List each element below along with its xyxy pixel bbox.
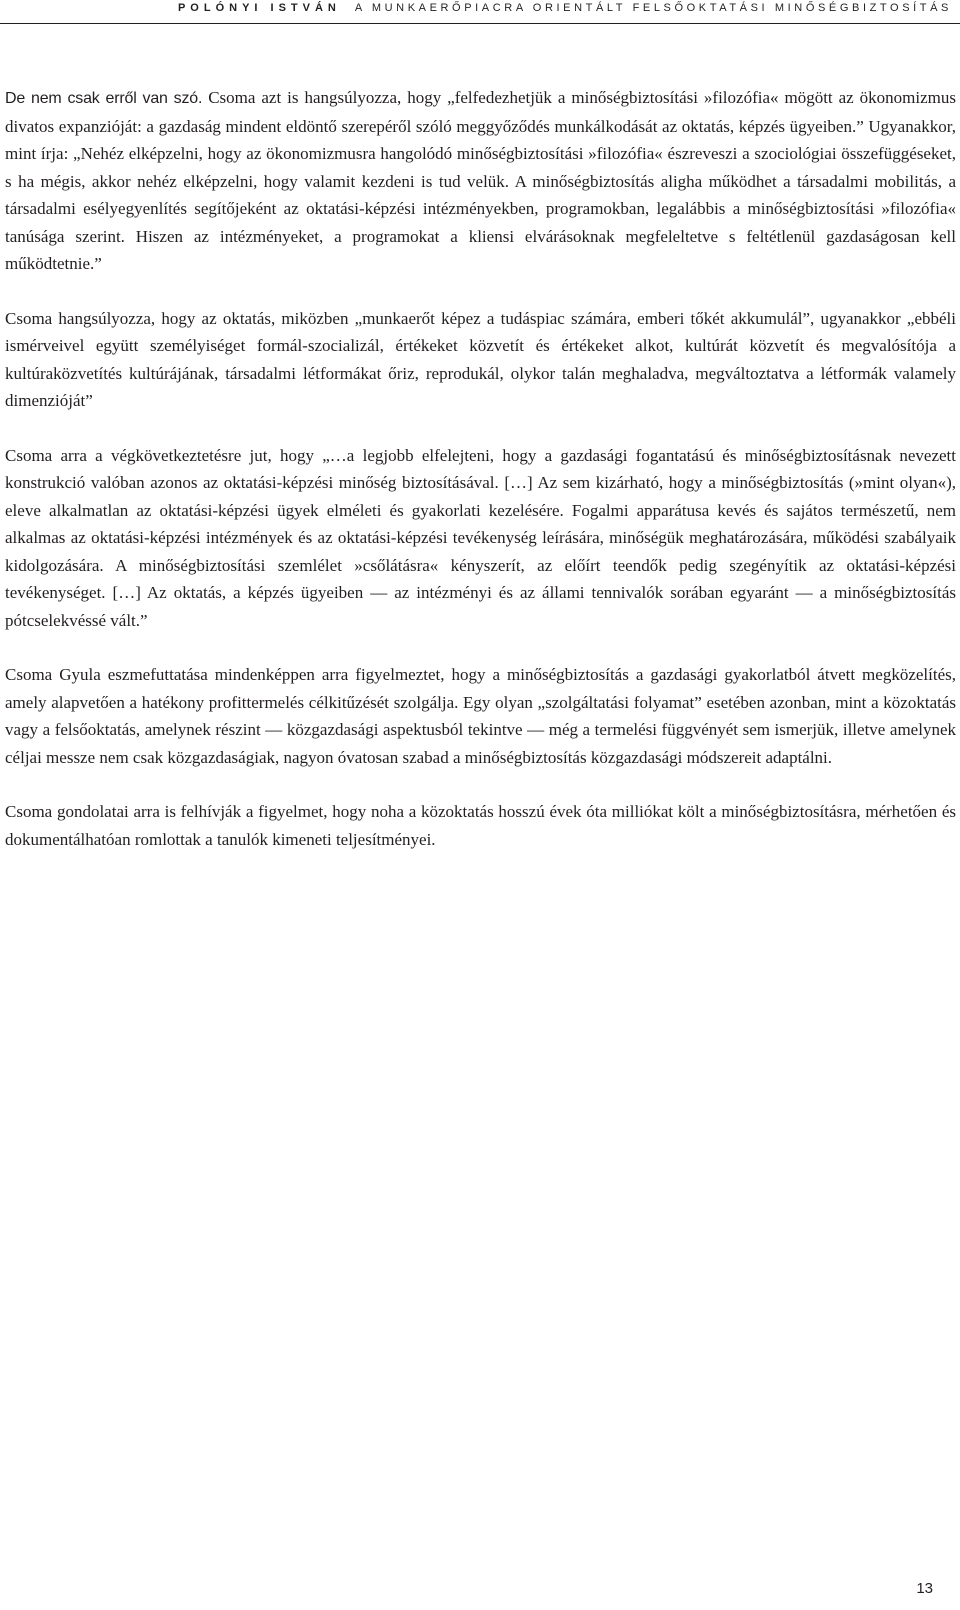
paragraph-4 — [5, 661, 956, 771]
paragraph-2-text: Csoma hangsúlyozza, hogy az oktatás, miközben „munkaerőt képez a tudáspiac számára, emberi tőkét akkumulál”, ugyanakkor „ebbéli ismérveivel együtt személyiséget formál-szocializál, értékeket közvetít és értékeket alkot, kultúrát közvetít és megvalósítója a kultúraközvetítés kultúrájának, társadalmi létformákat őriz, reprodukál, olykor talán meghaladva, megváltoztatva a létformák valamely dimenzióját” — [5, 308, 956, 410]
running-header — [0, 0, 960, 38]
paragraph-5 — [5, 798, 956, 853]
paragraph-1-text: Csoma azt is hangsúlyozza, hogy „felfedezhetjük a minőségbiztosítási »filozófia« mögött az ökonomizmus divatos expanzióját: a gazdaság mindent eldöntő szerepéről szóló meggyőződés munkálkodását az oktatás, képzés ügyeiben.” Ugyanakkor, mint írja: „Nehéz elképzelni, hogy az ökonomizmusra hangolódó minőségbiztosítási »filozófia« észreveszi a szociológiai összefüggéseket, s ha mégis, akkor nehéz elképzelni, hogy valamit kezdeni is tud velük. A minőségbiztosítás aligha működhet a társadalmi mobilitás, a társadalmi esélyegyenlítés segítőjeként az oktatási-képzési intézményekben, programokban, legalábbis a minőségbiztosítási »filozófia« tanúsága szerint. Hiszen az intézményeket, a programokat a kliensi elvárásoknak megfeleltetve s feltétlenül gazdaságosan kell működtetnie.” — [5, 88, 956, 273]
paragraph-4-text: Csoma Gyula eszmefuttatása mindenképpen arra figyelmeztet, hogy a minőségbiztosítás a gazdasági gyakorlatból átvett megközelítés, amely alapvetően a hatékony profittermelés célkitűzését szolgálja. Egy olyan „szolgáltatási folyamat” esetében azonban, mint a közoktatás vagy a felsőoktatás, amelynek részint — közgazdasági aspektusból tekintve — még a termelési függvényét sem ismerjük, illetve amelynek céljai messze nem csak közgazdaságiak, nagyon óvatosan szabad a minőségbiztosítás közgazdasági módszereit adaptálni. — [5, 665, 956, 767]
header-text — [178, 2, 952, 14]
page-number: 13 — [916, 1580, 933, 1597]
header-title: A MUNKAERŐPIACRA ORIENTÁLT FELSŐOKTATÁSI MINŐSÉGBIZTOSÍTÁS — [354, 2, 952, 14]
paragraph-5-text: Csoma gondolatai arra is felhívják a figyelmet, hogy noha a közoktatás hosszú évek óta milliókat költ a minőségbiztosításra, mérhetően és dokumentálhatóan romlottak a tanulók kimeneti teljesítményei. — [5, 802, 956, 849]
paragraph-1 — [5, 84, 956, 278]
body-text — [5, 84, 956, 853]
paragraph-3-text: Csoma arra a végkövetkeztetésre jut, hogy „…a legjobb elfelejteni, hogy a gazdasági fogantatású és minőségbiztosításnak nevezett konstrukció valóban azonos az oktatási-képzési minőség biztosításával. […] Az sem kizárható, hogy a minőségbiztosítás (»mint olyan«), eleve alkalmatlan az oktatási-képzési ügyek elméleti és gyakorlati kezelésére. Fogalmi apparátusa kevés és sajátos természetű, nem alkalmas az oktatási-képzési intézmények és az oktatási-képzési tevékenység leírására, minőségük meghatározására, működési szabályaik kidolgozására. A minőségbiztosítási szemlélet »csőlátásra« kényszerít, az előírt teendők pedig szegényítik az oktatási-képzési tevékenységet. […] Az oktatás, a képzés ügyeiben — az intézményi és az állami tennivalók sorában egyaránt — a minőségbiztosítás pótcselekvéssé vált.” — [5, 445, 956, 630]
header-author: POLÓNYI ISTVÁN — [177, 2, 341, 14]
paragraph-3 — [5, 442, 956, 635]
paragraph-2 — [5, 305, 956, 415]
header-rule — [0, 23, 960, 24]
paragraph-1-lead: De nem csak erről van szó. — [5, 90, 203, 107]
